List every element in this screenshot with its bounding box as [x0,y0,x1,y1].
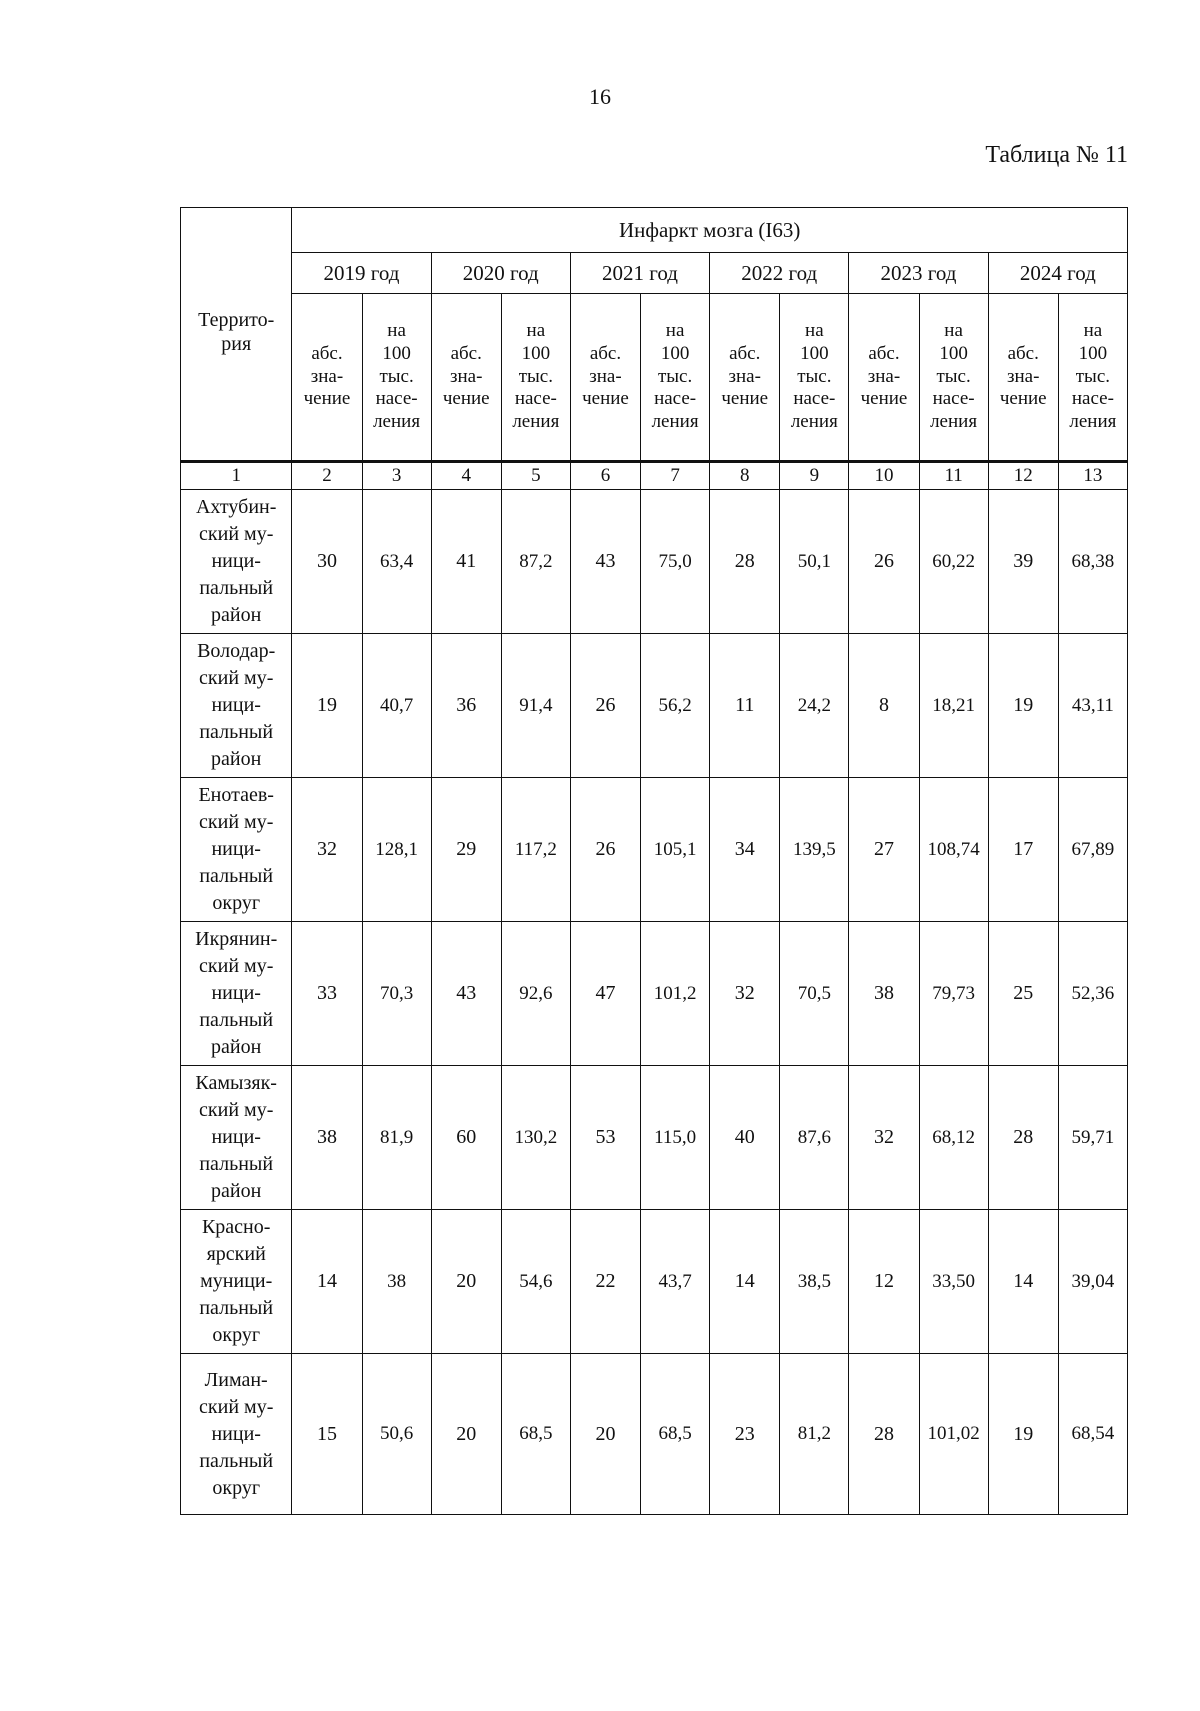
abs-value-cell: 53 [570,1066,640,1210]
abs-value-cell: 8 [849,634,919,778]
table-row [181,1210,1128,1354]
abs-value-cell: 20 [431,1210,501,1354]
abs-value-cell: 22 [570,1210,640,1354]
abs-value-cell: 32 [710,922,780,1066]
per-100k-cell: 79,73 [919,922,988,1066]
territory-name: Лиман- ский му- ници- пальный округ [181,1354,292,1515]
per-100k-cell: 38,5 [780,1210,849,1354]
column-number: 11 [919,462,988,490]
abs-value-cell: 28 [988,1066,1058,1210]
abs-value-cell: 26 [570,778,640,922]
abs-value-cell: 14 [292,1210,362,1354]
per-100k-cell: 50,1 [780,490,849,634]
abs-value-cell: 43 [431,922,501,1066]
per-100k-cell: 70,3 [362,922,431,1066]
per-100k-cell: 75,0 [641,490,710,634]
abs-value-cell: 40 [710,1066,780,1210]
territory-name: Икрянин- ский му- ници- пальный район [181,922,292,1066]
abs-value-cell: 60 [431,1066,501,1210]
per-100k-cell: 67,89 [1058,778,1127,922]
per-100k-cell: 54,6 [501,1210,570,1354]
per-100k-cell: 33,50 [919,1210,988,1354]
territory-name: Красно- ярский муници- пальный округ [181,1210,292,1354]
abs-value-cell: 14 [710,1210,780,1354]
year-header: 2019 год [292,253,431,294]
territory-header: Террито- рия [181,208,292,462]
table-row [181,490,1128,634]
year-header: 2022 год [710,253,849,294]
per-100k-cell: 43,11 [1058,634,1127,778]
abs-value-header: абс. зна- чение [431,294,501,462]
per-100k-cell: 68,54 [1058,1354,1127,1515]
per-100k-cell: 63,4 [362,490,431,634]
year-header: 2020 год [431,253,570,294]
per-100k-cell: 115,0 [641,1066,710,1210]
abs-value-cell: 12 [849,1210,919,1354]
per-100k-cell: 52,36 [1058,922,1127,1066]
abs-value-cell: 36 [431,634,501,778]
abs-value-cell: 26 [570,634,640,778]
per-100k-cell: 101,02 [919,1354,988,1515]
table-caption: Таблица № 11 [985,142,1128,168]
column-number: 2 [292,462,362,490]
per-100k-cell: 101,2 [641,922,710,1066]
abs-value-cell: 32 [292,778,362,922]
column-number: 1 [181,462,292,490]
column-number: 12 [988,462,1058,490]
abs-value-cell: 43 [570,490,640,634]
year-header: 2023 год [849,253,988,294]
column-number: 6 [570,462,640,490]
column-number: 4 [431,462,501,490]
per-100k-cell: 70,5 [780,922,849,1066]
per-100k-cell: 68,5 [641,1354,710,1515]
per-100k-header: на 100 тыс. насе- ления [1058,294,1127,462]
per-100k-cell: 92,6 [501,922,570,1066]
per-100k-cell: 40,7 [362,634,431,778]
territory-name: Ахтубин- ский му- ници- пальный район [181,490,292,634]
per-100k-cell: 105,1 [641,778,710,922]
per-100k-cell: 68,38 [1058,490,1127,634]
abs-value-cell: 47 [570,922,640,1066]
column-number: 8 [710,462,780,490]
per-100k-cell: 81,2 [780,1354,849,1515]
per-100k-cell: 81,9 [362,1066,431,1210]
abs-value-cell: 41 [431,490,501,634]
abs-value-header: абс. зна- чение [292,294,362,462]
abs-value-cell: 15 [292,1354,362,1515]
abs-value-cell: 23 [710,1354,780,1515]
per-100k-cell: 18,21 [919,634,988,778]
abs-value-cell: 28 [710,490,780,634]
per-100k-cell: 24,2 [780,634,849,778]
abs-value-cell: 39 [988,490,1058,634]
incidence-table [180,207,1128,1515]
table-row [181,1066,1128,1210]
per-100k-header: на 100 тыс. насе- ления [362,294,431,462]
abs-value-cell: 28 [849,1354,919,1515]
abs-value-cell: 34 [710,778,780,922]
abs-value-cell: 17 [988,778,1058,922]
column-number: 3 [362,462,431,490]
abs-value-cell: 26 [849,490,919,634]
per-100k-cell: 139,5 [780,778,849,922]
abs-value-cell: 32 [849,1066,919,1210]
year-header: 2021 год [570,253,709,294]
column-number: 10 [849,462,919,490]
year-header: 2024 год [988,253,1127,294]
per-100k-header: на 100 тыс. насе- ления [501,294,570,462]
column-number: 13 [1058,462,1127,490]
per-100k-cell: 87,6 [780,1066,849,1210]
abs-value-cell: 14 [988,1210,1058,1354]
abs-value-header: абс. зна- чение [710,294,780,462]
per-100k-cell: 68,12 [919,1066,988,1210]
column-number: 9 [780,462,849,490]
abs-value-cell: 11 [710,634,780,778]
abs-value-cell: 27 [849,778,919,922]
abs-value-cell: 38 [849,922,919,1066]
abs-value-cell: 38 [292,1066,362,1210]
per-100k-cell: 108,74 [919,778,988,922]
per-100k-cell: 91,4 [501,634,570,778]
disease-header: Инфаркт мозга (I63) [292,208,1128,253]
per-100k-header: на 100 тыс. насе- ления [780,294,849,462]
abs-value-cell: 19 [292,634,362,778]
abs-value-cell: 25 [988,922,1058,1066]
table-row [181,778,1128,922]
abs-value-cell: 29 [431,778,501,922]
per-100k-cell: 56,2 [641,634,710,778]
territory-name: Володар- ский му- ници- пальный район [181,634,292,778]
abs-value-header: абс. зна- чение [570,294,640,462]
table-row [181,634,1128,778]
territory-name: Енотаев- ский му- ници- пальный округ [181,778,292,922]
abs-value-header: абс. зна- чение [849,294,919,462]
per-100k-cell: 43,7 [641,1210,710,1354]
abs-value-cell: 30 [292,490,362,634]
abs-value-cell: 20 [570,1354,640,1515]
per-100k-cell: 130,2 [501,1066,570,1210]
column-number: 7 [641,462,710,490]
per-100k-cell: 117,2 [501,778,570,922]
abs-value-cell: 33 [292,922,362,1066]
table-row [181,922,1128,1066]
per-100k-header: на 100 тыс. насе- ления [919,294,988,462]
per-100k-cell: 87,2 [501,490,570,634]
per-100k-cell: 50,6 [362,1354,431,1515]
abs-value-cell: 19 [988,634,1058,778]
table-row [181,1354,1128,1515]
per-100k-cell: 60,22 [919,490,988,634]
abs-value-header: абс. зна- чение [988,294,1058,462]
column-number: 5 [501,462,570,490]
per-100k-cell: 68,5 [501,1354,570,1515]
abs-value-cell: 20 [431,1354,501,1515]
per-100k-cell: 38 [362,1210,431,1354]
per-100k-cell: 128,1 [362,778,431,922]
per-100k-cell: 39,04 [1058,1210,1127,1354]
abs-value-cell: 19 [988,1354,1058,1515]
per-100k-header: на 100 тыс. насе- ления [641,294,710,462]
per-100k-cell: 59,71 [1058,1066,1127,1210]
page-number: 16 [589,84,611,109]
territory-name: Камызяк- ский му- ници- пальный район [181,1066,292,1210]
